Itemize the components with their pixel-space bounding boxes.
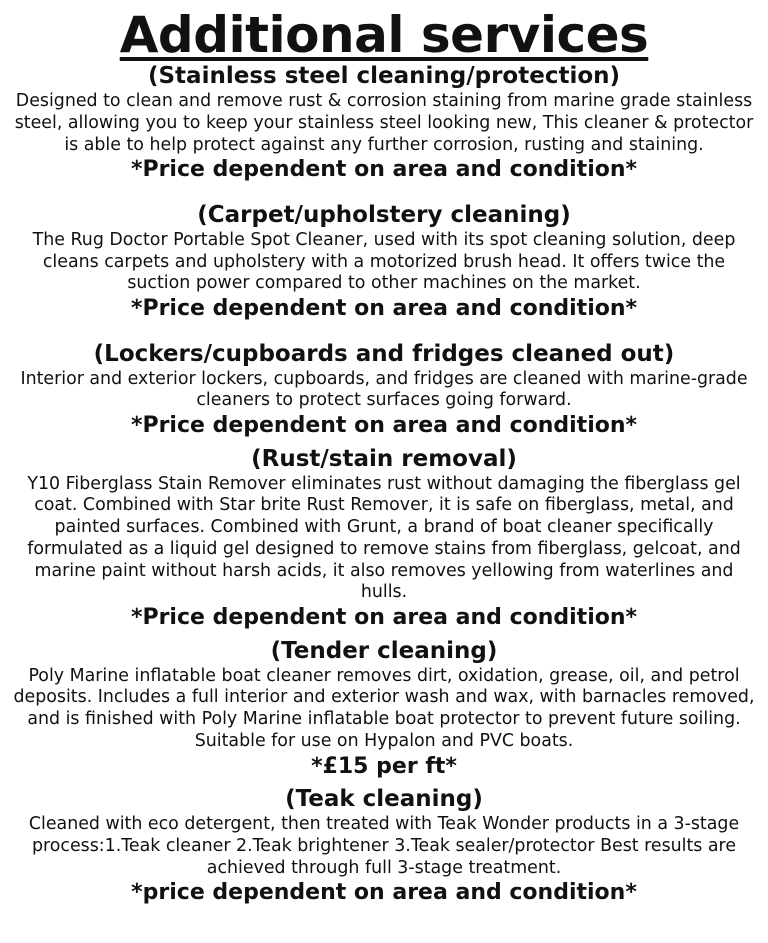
section-price: *Price dependent on area and condition* bbox=[130, 157, 638, 183]
section-spacer bbox=[10, 323, 758, 341]
page-title: Additional services bbox=[119, 6, 649, 64]
section-body: Poly Marine inflatable boat cleaner removes dirt, oxidation, grease, oil, and petrol deposits. Includes a full interior and exterior wash and wax, with barnacles removed, and is finished with Poly Marine inflatable boat protector to prevent future soiling. Suitable for use on Hypalon and PVC boats. bbox=[13, 665, 755, 751]
section-stainless-steel bbox=[10, 63, 758, 184]
section-price: *Price dependent on area and condition* bbox=[130, 413, 638, 439]
section-heading: (Tender cleaning) bbox=[270, 637, 498, 664]
section-teak-cleaning bbox=[10, 786, 758, 907]
section-price: *Price dependent on area and condition* bbox=[130, 296, 638, 322]
section-tender-cleaning bbox=[10, 638, 758, 781]
section-body: Interior and exterior lockers, cupboards, and fridges are cleaned with marine-grade cleaners to protect surfaces going forward. bbox=[20, 368, 748, 411]
section-heading: (Stainless steel cleaning/protection) bbox=[147, 63, 621, 89]
section-rust-stain-removal bbox=[10, 446, 758, 632]
section-heading: (Teak cleaning) bbox=[285, 786, 483, 813]
section-spacer bbox=[10, 184, 758, 202]
section-heading: (Carpet/upholstery cleaning) bbox=[197, 201, 571, 228]
section-body: Designed to clean and remove rust & corrosion staining from marine grade stainless steel, allowing you to keep your stainless steel looking new, This cleaner & protector is able to help protect against any further corrosion, rusting and staining. bbox=[14, 91, 754, 155]
section-body: Cleaned with eco detergent, then treated with Teak Wonder products in a 3-stage process:1.Teak cleaner 2.Teak brightener 3.Teak sealer/protector Best results are achieved through full 3-stage treatment. bbox=[28, 814, 740, 878]
section-price: *£15 per ft* bbox=[311, 753, 457, 779]
section-carpet-upholstery bbox=[10, 202, 758, 323]
section-body: Y10 Fiberglass Stain Remover eliminates rust without damaging the fiberglass gel coat. Combined with Star brite Rust Remover, it is safe on fiberglass, metal, and painted surfaces. Combined with Grunt, a brand of boat cleaner specifically formulated as a liquid gel designed to remove stains from fiberglass, gelcoat, and marine paint without harsh acids, it also removes yellowing from waterlines and hulls. bbox=[27, 473, 741, 603]
section-body: The Rug Doctor Portable Spot Cleaner, used with its spot cleaning solution, deep cleans carpets and upholstery with a motorized brush head. It offers twice the suction power compared to other machines on the market. bbox=[32, 229, 736, 294]
section-lockers-cupboards-fridges bbox=[10, 341, 758, 440]
section-price: *Price dependent on area and condition* bbox=[130, 605, 638, 631]
section-heading: (Lockers/cupboards and fridges cleaned out) bbox=[93, 340, 675, 367]
section-heading: (Rust/stain removal) bbox=[251, 445, 517, 472]
section-price: *price dependent on area and condition* bbox=[131, 880, 637, 906]
